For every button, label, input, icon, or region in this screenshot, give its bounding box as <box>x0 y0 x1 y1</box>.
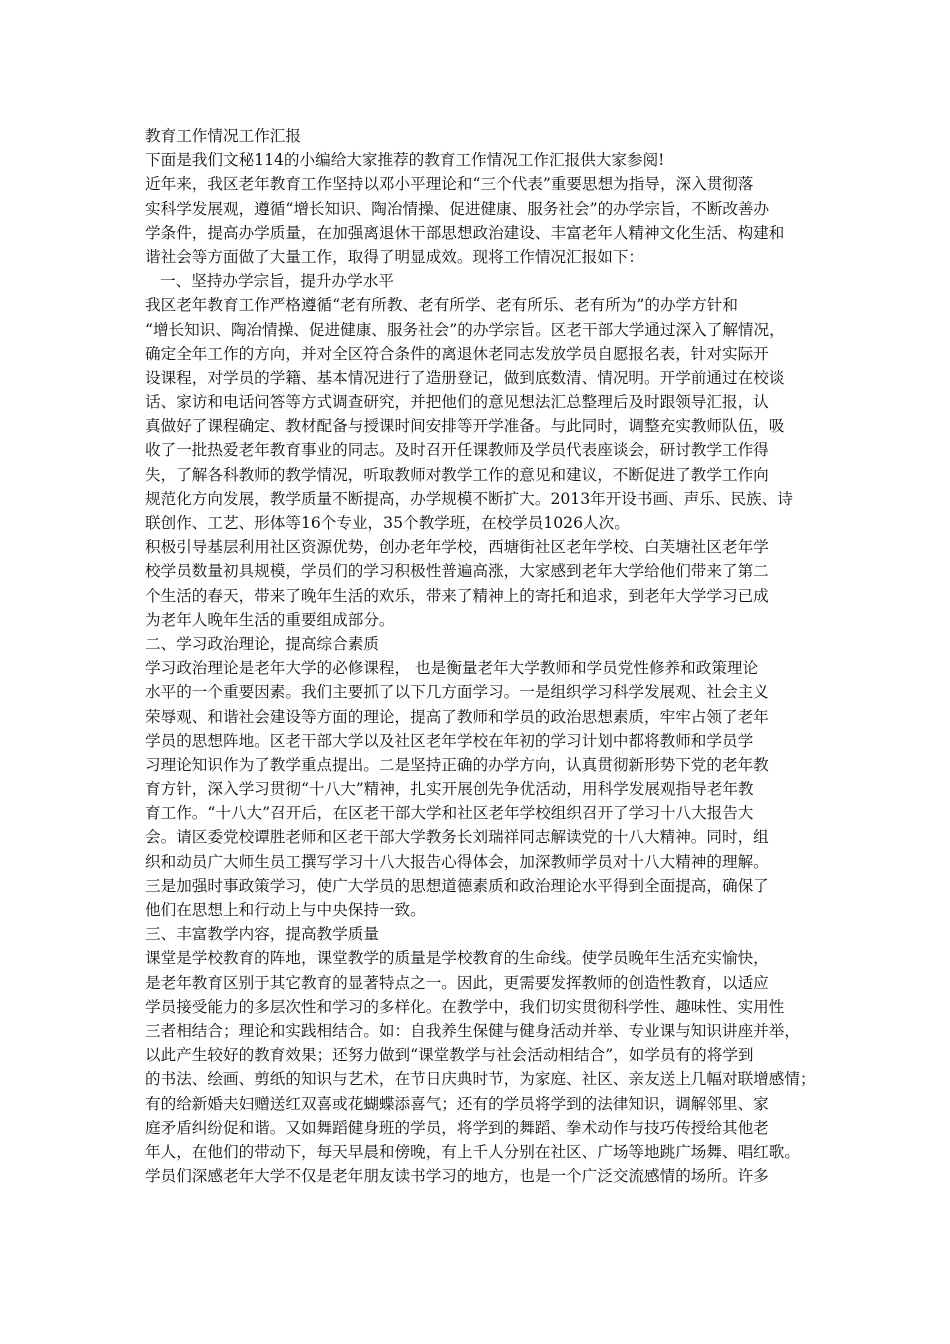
paragraph-line: 织和动员广大师生员工撰写学习十八大报告心得体会，加深教师学员对十八大精神的理解。 <box>145 852 769 871</box>
paragraph-line: 学员们深感老年大学不仅是老年朋友读书学习的地方，也是一个广泛交流感情的场所。许多 <box>145 1167 769 1186</box>
paragraph-line: 真做好了课程确定、教材配备与授课时间安排等开学准备。与此同时，调整充实教师队伍，吸 <box>145 417 785 436</box>
paragraph-line: 育方针，深入学习贯彻“十八大”精神，扎实开展创先争优活动，用科学发展观指导老年教 <box>145 780 754 799</box>
paragraph-line: 课堂是学校教育的阵地，课堂教学的质量是学校教育的生命线。使学员晚年生活充实愉快， <box>145 949 769 968</box>
paragraph-line: 三是加强时事政策学习，使广大学员的思想道德素质和政治理论水平得到全面提高，确保了 <box>145 876 769 895</box>
paragraph-line: 规范化方向发展，教学质量不断提高，办学规模不断扩大。2013年开设书画、声乐、民族、诗 <box>145 489 793 508</box>
section-heading-2: 二、学习政治理论，提高综合素质 <box>145 634 379 653</box>
paragraph-line: 是老年教育区别于其它教育的显著特点之一。因此，更需要发挥教师的创造性教育，以适应 <box>145 973 769 992</box>
paragraph-line: 学员接受能力的多层次性和学习的多样化。在教学中，我们切实贯彻科学性、趣味性、实用性 <box>145 997 785 1016</box>
document-title: 教育工作情况工作汇报 <box>145 127 301 145</box>
paragraph-line: 他们在思想上和行动上与中央保持一致。 <box>145 901 426 919</box>
paragraph-line: 联创作、工艺、形体等16个专业，35个教学班，在校学员1026人次。 <box>145 514 630 532</box>
paragraph-line: “增长知识、陶冶情操、促进健康、服务社会”的办学宗旨。区老干部大学通过深入了解情况， <box>145 320 785 339</box>
paragraph-line: 话、家访和电话问答等方式调查研究，并把他们的意见想法汇总整理后及时跟领导汇报，认 <box>145 393 769 412</box>
paragraph-line: 个生活的春天，带来了晚年生活的欢乐，带来了精神上的寄托和追求，到老年大学学习已成 <box>145 586 769 605</box>
paragraph-line: 学条件，提高办学质量，在加强离退休干部思想政治建设、丰富老年人精神文化生活、构建和 <box>145 223 785 242</box>
paragraph-line: 庭矛盾纠纷促和谐。又如舞蹈健身班的学员，将学到的舞蹈、拳术动作与技巧传授给其他老 <box>145 1118 769 1137</box>
section-heading-3: 三、丰富教学内容，提高教学质量 <box>145 925 379 944</box>
paragraph-line: 失，了解各科教师的教学情况，听取教师对教学工作的意见和建议，不断促进了教学工作向 <box>145 465 769 484</box>
paragraph-line: 三者相结合；理论和实践相结合。如：自我养生保健与健身活动并举、专业课与知识讲座并举， <box>145 1021 800 1040</box>
paragraph-line: 谐社会等方面做了大量工作，取得了明显成效。现将工作情况汇报如下： <box>145 247 645 266</box>
paragraph-line: 习理论知识作为了教学重点提出。二是坚持正确的办学方向，认真贯彻新形势下党的老年教 <box>145 755 769 774</box>
section-heading-1: 一、坚持办学宗旨，提升办学水平 <box>160 272 394 291</box>
paragraph-line: 确定全年工作的方向，并对全区符合条件的离退休老同志发放学员自愿报名表，针对实际开 <box>145 344 769 363</box>
paragraph-line: 有的给新婚夫妇赠送红双喜或花蝴蝶添喜气；还有的学员将学到的法律知识，调解邻里、家 <box>145 1094 769 1113</box>
paragraph-line: 的书法、绘画、剪纸的知识与艺术，在节日庆典时节，为家庭、社区、亲友送上几幅对联增感情； <box>145 1070 816 1089</box>
paragraph-line: 年人，在他们的带动下，每天早晨和傍晚，有上千人分别在社区、广场等地跳广场舞、唱红歌。 <box>145 1142 800 1161</box>
paragraph-line: 校学员数量初具规模，学员们的学习积极性普遍高涨，大家感到老年大学给他们带来了第二 <box>145 562 769 581</box>
document-page <box>145 124 816 1188</box>
paragraph-line: 荣辱观、和谐社会建设等方面的理论，提高了教师和学员的政治思想素质，牢牢占领了老年 <box>145 707 769 726</box>
paragraph-line: 近年来，我区老年教育工作坚持以邓小平理论和“三个代表”重要思想为指导，深入贯彻落 <box>145 175 754 194</box>
paragraph-line: 水平的一个重要因素。我们主要抓了以下几方面学习。一是组织学习科学发展观、社会主义 <box>145 683 769 702</box>
paragraph-line: 设课程，对学员的学籍、基本情况进行了造册登记，做到底数清、情况明。开学前通过在校谈 <box>145 368 785 387</box>
paragraph-line: 学习政治理论是老年大学的必修课程， 也是衡量老年大学教师和学员党性修养和政策理论 <box>145 659 759 678</box>
paragraph-line: 我区老年教育工作严格遵循“老有所教、老有所学、老有所乐、老有所为”的办学方针和 <box>145 296 738 315</box>
paragraph-line: 收了一批热爱老年教育事业的同志。及时召开任课教师及学员代表座谈会，研讨教学工作得 <box>145 441 769 460</box>
paragraph-line: 育工作。“十八大”召开后，在区老干部大学和社区老年学校组织召开了学习十八大报告大 <box>145 804 754 823</box>
intro-line: 下面是我们文秘114的小编给大家推荐的教育工作情况工作汇报供大家参阅! <box>145 151 665 170</box>
paragraph-line: 为老年人晚年生活的重要组成部分。 <box>145 610 395 629</box>
paragraph-line: 以此产生较好的教育效果；还努力做到“课堂教学与社会活动相结合”，如学员有的将学到 <box>145 1046 754 1065</box>
paragraph-line: 会。请区委党校谭胜老师和区老干部大学教务长刘瑞祥同志解读党的十八大精神。同时，组 <box>145 828 769 847</box>
paragraph-line: 实科学发展观，遵循“增长知识、陶冶情操、促进健康、服务社会”的办学宗旨，不断改善办 <box>145 199 770 218</box>
paragraph-line: 学员的思想阵地。区老干部大学以及社区老年学校在年初的学习计划中都将教师和学员学 <box>145 731 754 750</box>
paragraph-line: 积极引导基层利用社区资源优势，创办老年学校，西塘街社区老年学校、白芙塘社区老年学 <box>145 538 769 557</box>
